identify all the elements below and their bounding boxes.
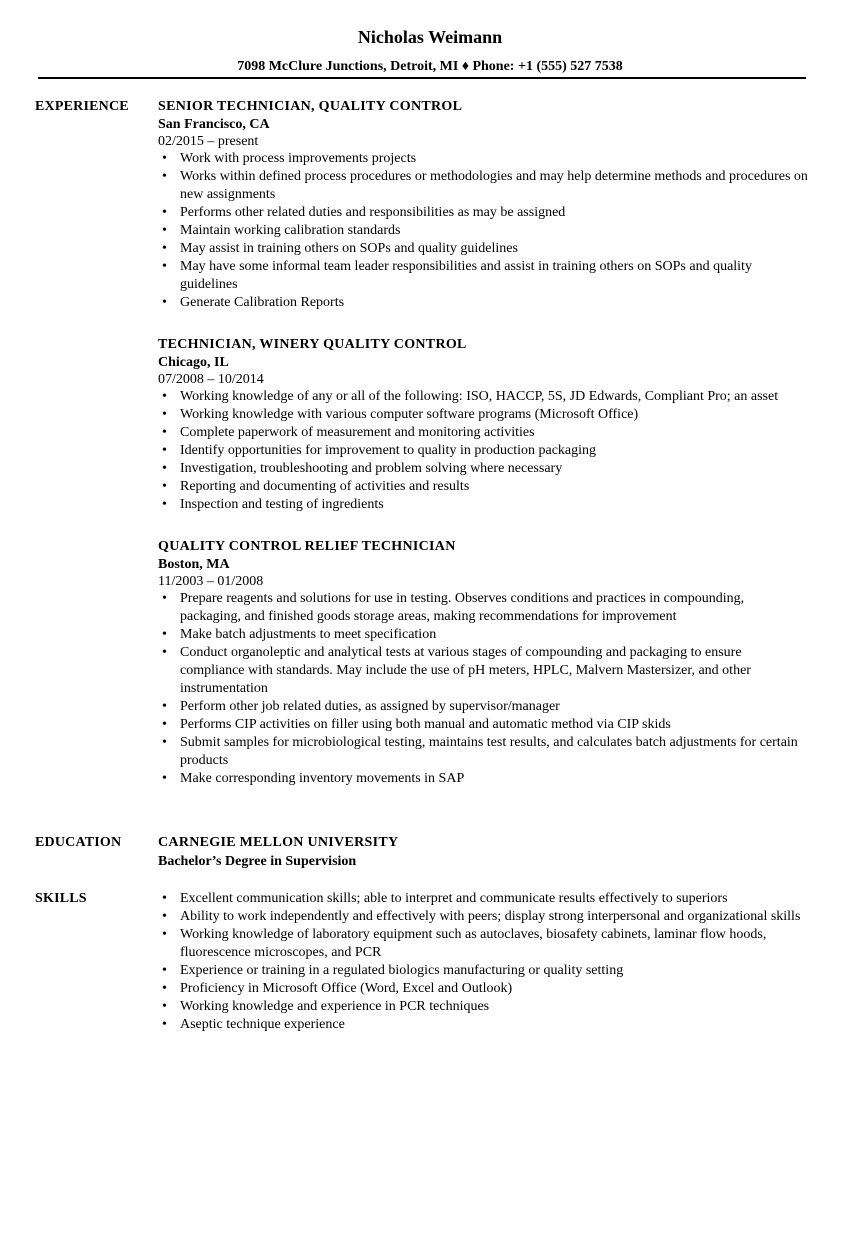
list-item: • Experience or training in a regulated biologics manufacturing or quality setting: [158, 962, 808, 980]
job-entry: [158, 98, 808, 312]
contact-line: 7098 McClure Junctions, Detroit, MI ♦ Phone: +1 (555) 527 7538: [237, 59, 623, 74]
job-entry: [158, 538, 808, 788]
job-location: Chicago, IL: [158, 355, 229, 370]
job-dates: 02/2015 – present: [158, 134, 259, 149]
education-body: [158, 834, 808, 872]
list-item: • Make corresponding inventory movements in SAP: [158, 770, 808, 788]
list-item: • May have some informal team leader responsibilities and assist in training others on SOPs and quality guidelines: [158, 258, 808, 294]
experience-body: [158, 98, 808, 812]
job-dates: 11/2003 – 01/2008: [158, 574, 264, 589]
header-divider: [38, 77, 806, 79]
degree-name: Bachelor’s Degree in Supervision: [158, 854, 357, 869]
list-item: • Investigation, troubleshooting and problem solving where necessary: [158, 460, 808, 478]
job-title: QUALITY CONTROL RELIEF TECHNICIAN: [158, 539, 456, 554]
list-item: • Maintain working calibration standards: [158, 222, 808, 240]
job-location: San Francisco, CA: [158, 117, 270, 132]
list-item: • Conduct organoleptic and analytical tests at various stages of compounding and packaging to ensure compliance with standards. May include the use of pH meters, HPLC, Malvern Mastersizer, and other instrumentation: [158, 644, 808, 698]
job-duties-list: [158, 388, 808, 514]
list-item: • Identify opportunities for improvement to quality in production packaging: [158, 442, 808, 460]
job-dates: 07/2008 – 10/2014: [158, 372, 264, 387]
section-label-skills: SKILLS: [35, 891, 87, 906]
job-duties-list: [158, 150, 808, 312]
list-item: • Perform other job related duties, as assigned by supervisor/manager: [158, 698, 808, 716]
list-item: • Performs other related duties and responsibilities as may be assigned: [158, 204, 808, 222]
list-item: • Generate Calibration Reports: [158, 294, 808, 312]
job-title: TECHNICIAN, WINERY QUALITY CONTROL: [158, 337, 467, 352]
list-item: • Aseptic technique experience: [158, 1016, 808, 1034]
list-item: • Excellent communication skills; able to interpret and communicate results effectively to superiors: [158, 890, 808, 908]
list-item: • Performs CIP activities on filler using both manual and automatic method via CIP skids: [158, 716, 808, 734]
section-label-education: EDUCATION: [35, 835, 122, 850]
job-title: SENIOR TECHNICIAN, QUALITY CONTROL: [158, 99, 463, 114]
job-entry: [158, 336, 808, 514]
list-item: • Submit samples for microbiological testing, maintains test results, and calculates batch adjustments for certain products: [158, 734, 808, 770]
list-item: • Work with process improvements projects: [158, 150, 808, 168]
skills-body: [158, 890, 808, 1034]
list-item: • Working knowledge with various computer software programs (Microsoft Office): [158, 406, 808, 424]
school-name: CARNEGIE MELLON UNIVERSITY: [158, 835, 399, 850]
list-item: • Working knowledge of laboratory equipment such as autoclaves, biosafety cabinets, laminar flow hoods, fluorescence microscopes, and PCR: [158, 926, 808, 962]
list-item: • Make batch adjustments to meet specification: [158, 626, 808, 644]
list-item: • May assist in training others on SOPs and quality guidelines: [158, 240, 808, 258]
section-label-experience: EXPERIENCE: [35, 99, 129, 114]
list-item: • Ability to work independently and effectively with peers; display strong interpersonal and organizational skills: [158, 908, 808, 926]
job-location: Boston, MA: [158, 557, 230, 572]
list-item: • Proficiency in Microsoft Office (Word, Excel and Outlook): [158, 980, 808, 998]
list-item: • Working knowledge and experience in PCR techniques: [158, 998, 808, 1016]
list-item: • Works within defined process procedures or methodologies and may help determine methods and procedures on new assignments: [158, 168, 808, 204]
list-item: • Complete paperwork of measurement and monitoring activities: [158, 424, 808, 442]
list-item: • Working knowledge of any or all of the following: ISO, HACCP, 5S, JD Edwards, Compliant Pro; an asset: [158, 388, 808, 406]
list-item: • Reporting and documenting of activities and results: [158, 478, 808, 496]
list-item: • Prepare reagents and solutions for use in testing. Observes conditions and practices in compounding, packaging, and finished goods storage areas, making recommendations for improvement: [158, 590, 808, 626]
skills-list: [158, 890, 808, 1034]
list-item: • Inspection and testing of ingredients: [158, 496, 808, 514]
job-duties-list: [158, 590, 808, 788]
candidate-name: Nicholas Weimann: [357, 27, 503, 47]
